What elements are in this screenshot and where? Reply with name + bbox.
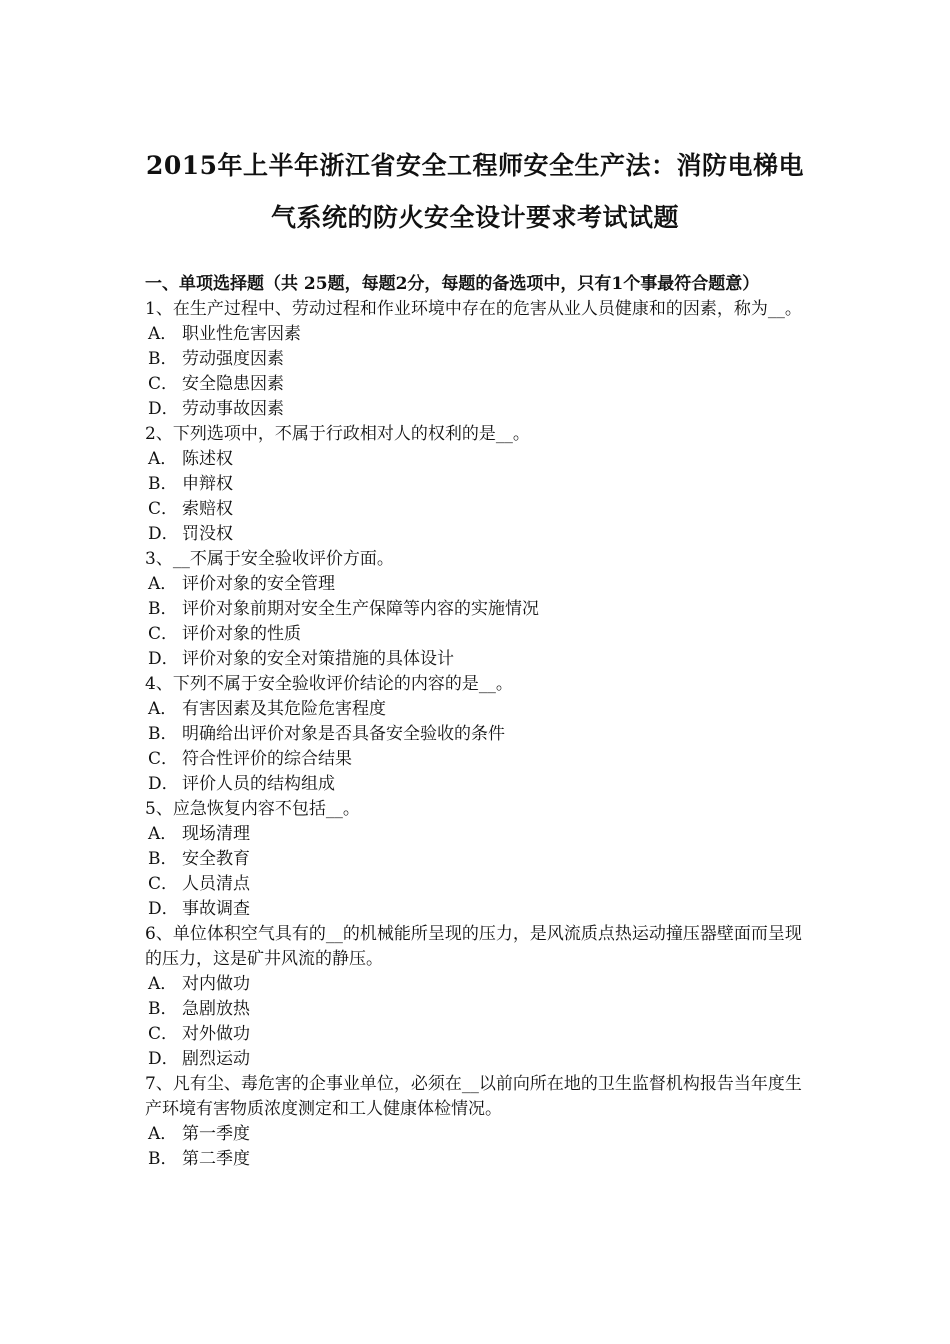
answer-option [145,822,815,847]
answer-option [145,347,815,372]
option-letter: A． [148,1124,178,1144]
option-text: 事故调查 [182,899,250,919]
option-letter: C． [148,499,179,519]
option-letter: D． [148,774,179,794]
option-letter: D． [148,524,179,544]
answer-option [145,322,815,347]
option-letter: B． [148,1149,178,1169]
answer-option [145,1147,815,1172]
question-stem: 2、下列选项中，不属于行政相对人的权利的是__。 [145,424,530,444]
option-letter: C． [148,624,179,644]
option-text: 对外做功 [182,1024,250,1044]
answer-option [145,522,815,547]
option-text: 符合性评价的综合结果 [182,749,352,769]
option-letter: A． [148,449,178,469]
answer-option [145,447,815,472]
answer-option [145,897,815,922]
option-letter: D． [148,899,179,919]
question-stem: 7、凡有尘、毒危害的企事业单位，必须在__以前向所在地的卫生监督机构报告当年度生产环境有害物质浓度测定和工人健康体检情况。 [145,1074,802,1119]
answer-option [145,772,815,797]
option-letter: C． [148,749,179,769]
option-letter: C． [148,1024,179,1044]
answer-option [145,597,815,622]
option-text: 陈述权 [182,449,233,469]
question-stem: 3、__不属于安全验收评价方面。 [145,549,394,569]
option-letter: B． [148,999,178,1019]
option-letter: C． [148,374,179,394]
answer-option [145,622,815,647]
option-letter: A． [148,574,178,594]
option-text: 申辩权 [182,474,233,494]
answer-option [145,372,815,397]
answer-option [145,1022,815,1047]
document-body [145,272,815,1172]
question-stem: 6、单位体积空气具有的__的机械能所呈现的压力，是风流质点热运动撞压器壁面而呈现的压力，这是矿井风流的静压。 [145,924,802,969]
option-text: 劳动事故因素 [182,399,284,419]
option-text: 评价对象前期对安全生产保障等内容的实施情况 [182,599,539,619]
answer-option [145,647,815,672]
option-text: 对内做功 [182,974,250,994]
option-letter: D． [148,1049,179,1069]
option-text: 评价对象的安全管理 [182,574,335,594]
option-letter: B． [148,599,178,619]
option-text: 职业性危害因素 [182,324,301,344]
option-letter: C． [148,874,179,894]
question-stem: 5、应急恢复内容不包括__。 [145,799,360,819]
answer-option [145,972,815,997]
option-text: 评价对象的安全对策措施的具体设计 [182,649,454,669]
option-text: 急剧放热 [182,999,250,1019]
option-text: 安全教育 [182,849,250,869]
answer-option [145,847,815,872]
option-letter: D． [148,649,179,669]
option-letter: B． [148,349,178,369]
option-letter: A． [148,324,178,344]
option-text: 明确给出评价对象是否具备安全验收的条件 [182,724,505,744]
option-letter: D． [148,399,179,419]
question-stem: 4、下列不属于安全验收评价结论的内容的是__。 [145,674,513,694]
option-letter: B． [148,724,178,744]
answer-option [145,1122,815,1147]
option-text: 评价人员的结构组成 [182,774,335,794]
answer-option [145,747,815,772]
option-text: 第二季度 [182,1149,250,1169]
question-list [145,297,815,1172]
answer-option [145,997,815,1022]
option-text: 剧烈运动 [182,1049,250,1069]
option-text: 有害因素及其危险危害程度 [182,699,386,719]
title-line-2: 气系统的防火安全设计要求考试试题 [270,203,679,232]
option-text: 劳动强度因素 [182,349,284,369]
title-line-1: 2015年上半年浙江省安全工程师安全生产法：消防电梯电 [145,151,805,180]
option-text: 索赔权 [182,499,233,519]
option-text: 第一季度 [182,1124,250,1144]
document-title [120,140,830,244]
option-letter: A． [148,699,178,719]
option-letter: B． [148,474,178,494]
option-text: 安全隐患因素 [182,374,284,394]
answer-option [145,1047,815,1072]
option-text: 现场清理 [182,824,250,844]
answer-option [145,397,815,422]
section-header: 一、单项选择题（共 25题，每题2分，每题的备选项中，只有1个事最符合题意） [145,274,760,294]
answer-option [145,497,815,522]
answer-option [145,472,815,497]
option-text: 人员清点 [182,874,250,894]
answer-option [145,697,815,722]
option-text: 罚没权 [182,524,233,544]
option-letter: B． [148,849,178,869]
answer-option [145,722,815,747]
option-letter: A． [148,974,178,994]
answer-option [145,572,815,597]
answer-option [145,872,815,897]
option-text: 评价对象的性质 [182,624,301,644]
question-stem: 1、在生产过程中、劳动过程和作业环境中存在的危害从业人员健康和的因素，称为__。 [145,299,802,319]
option-letter: A． [148,824,178,844]
